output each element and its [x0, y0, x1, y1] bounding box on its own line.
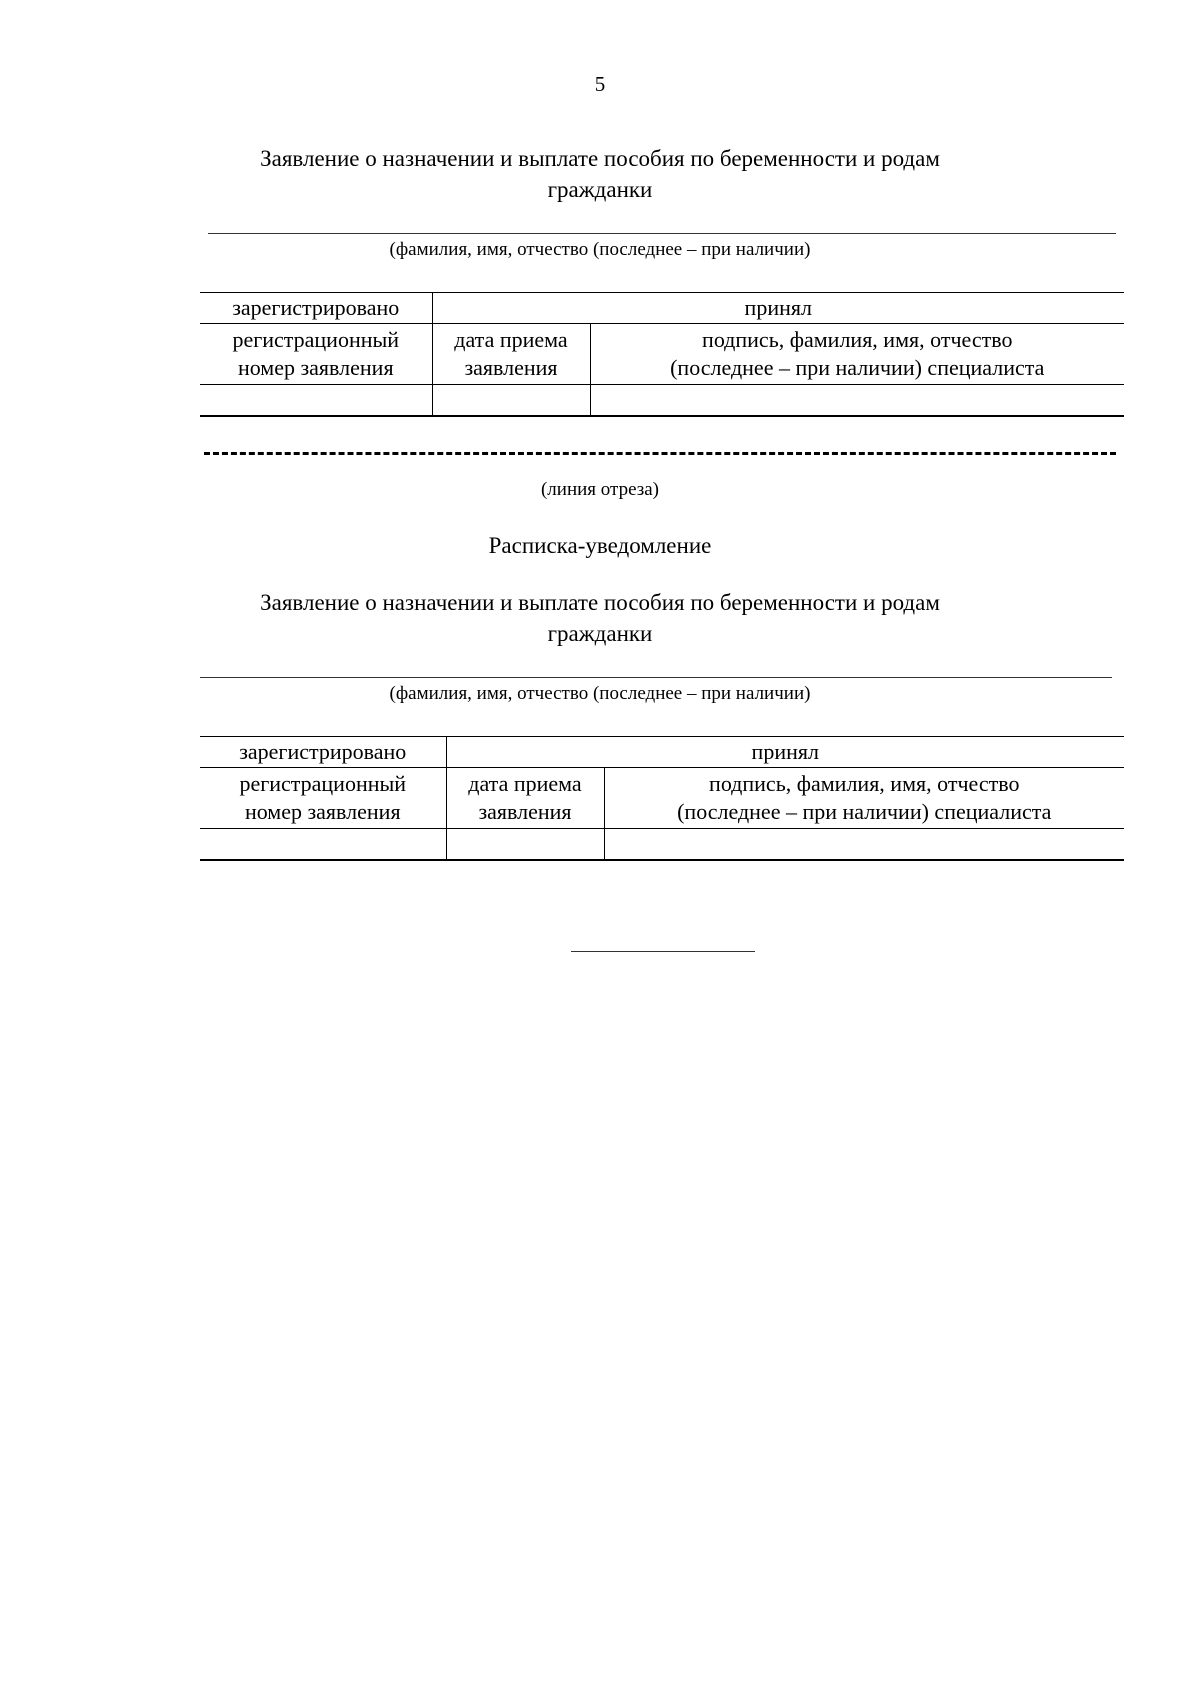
cut-line: [204, 452, 1116, 455]
application-title-line2: гражданки: [547, 177, 653, 202]
date-header: [432, 324, 590, 385]
receipt-application-title-line1: Заявление о назначении и выплате пособия по беременности и родам: [260, 590, 940, 615]
receipt-table-header-row: [200, 737, 1124, 768]
cut-line-caption: (линия отреза): [540, 479, 660, 500]
receipt-reg-number-header-line2: номер заявления: [244, 799, 401, 824]
receipt-table-entry-row: [200, 829, 1124, 861]
signature-cell[interactable]: [590, 385, 1124, 417]
receipt-date-header-line1: дата приема: [468, 771, 582, 796]
page-number: 5: [594, 72, 606, 96]
application-title-line1: Заявление о назначении и выплате пособия по беременности и родам: [260, 146, 940, 171]
receipt-title: Расписка-уведомление: [488, 533, 712, 558]
application-title: [0, 143, 1200, 205]
signature-header-line1: подпись, фамилия, имя, отчество: [702, 327, 1013, 352]
receipt-accepted-header: принял: [446, 737, 1124, 768]
receipt-date-header-line2: заявления: [478, 799, 572, 824]
receipt-table-subheader-row: [200, 768, 1124, 829]
registration-table: [200, 292, 1124, 417]
accepted-header: принял: [432, 293, 1124, 324]
applicant-name-line[interactable]: [208, 233, 1116, 234]
receipt-date-cell[interactable]: [446, 829, 604, 861]
registration-table-header-row: [200, 293, 1124, 324]
reg-number-header: [200, 324, 432, 385]
registered-header: зарегистрировано: [200, 293, 432, 324]
receipt-reg-number-header: [200, 768, 446, 829]
reg-number-header-line2: номер заявления: [237, 355, 394, 380]
receipt-signature-cell[interactable]: [604, 829, 1124, 861]
signature-header-line2: (последнее – при наличии) специалиста: [670, 355, 1045, 380]
reg-number-cell[interactable]: [200, 385, 432, 417]
receipt-registration-table: [200, 736, 1124, 861]
receipt-applicant-name-caption: (фамилия, имя, отчество (последнее – при наличии): [389, 683, 811, 704]
date-header-line1: дата приема: [454, 327, 568, 352]
reg-number-header-line1: регистрационный: [232, 327, 400, 352]
receipt-applicant-name-line[interactable]: [200, 677, 1112, 678]
applicant-name-caption: (фамилия, имя, отчество (последнее – при наличии): [389, 239, 811, 260]
receipt-registered-header: зарегистрировано: [200, 737, 446, 768]
receipt-signature-header-line2: (последнее – при наличии) специалиста: [677, 799, 1052, 824]
receipt-application-title-line2: гражданки: [547, 621, 653, 646]
registration-table-entry-row: [200, 385, 1124, 417]
receipt-signature-header: [604, 768, 1124, 829]
receipt-reg-number-header-line1: регистрационный: [239, 771, 407, 796]
end-separator-line: [571, 951, 755, 952]
registration-table-subheader-row: [200, 324, 1124, 385]
receipt-date-header: [446, 768, 604, 829]
receipt-reg-number-cell[interactable]: [200, 829, 446, 861]
date-header-line2: заявления: [464, 355, 558, 380]
date-cell[interactable]: [432, 385, 590, 417]
receipt-application-title: [0, 587, 1200, 649]
receipt-signature-header-line1: подпись, фамилия, имя, отчество: [709, 771, 1020, 796]
signature-header: [590, 324, 1124, 385]
